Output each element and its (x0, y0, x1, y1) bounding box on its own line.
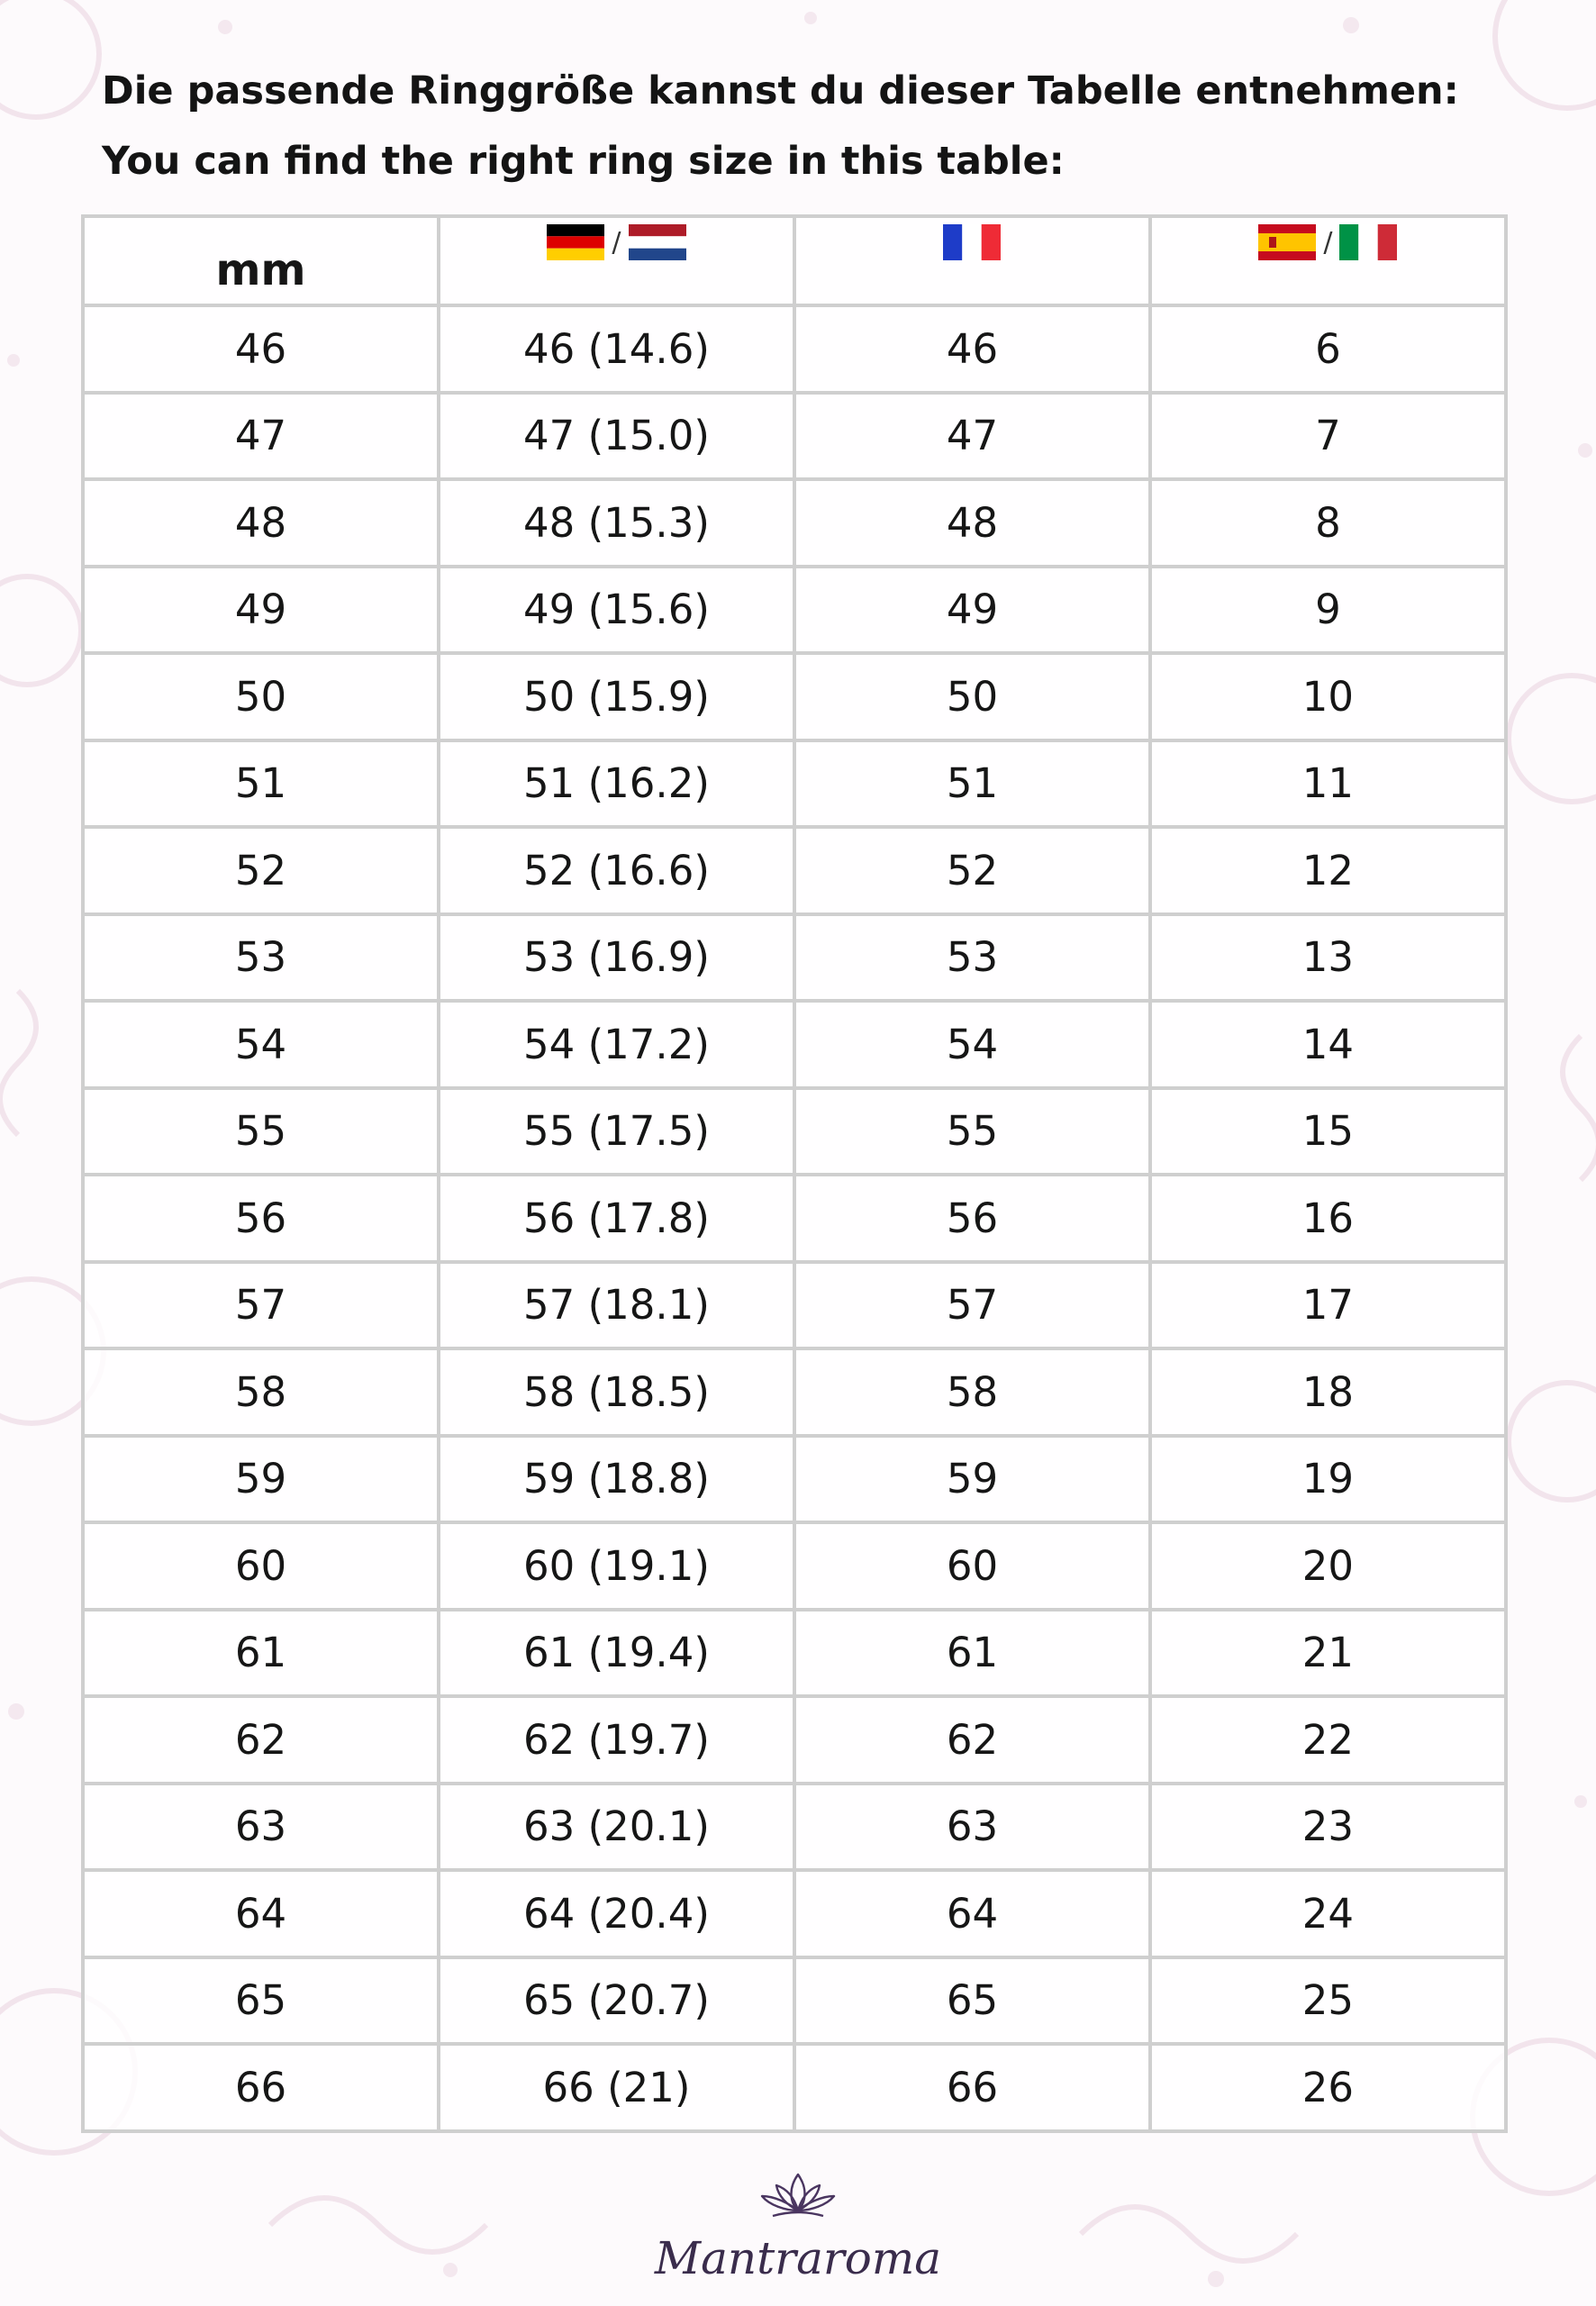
brand-footer (0, 2169, 1596, 2284)
heading (102, 56, 1543, 196)
table-cell: 61 (19.4) (439, 1610, 794, 1697)
table-cell: 25 (1150, 1957, 1506, 2045)
table-cell: 65 (794, 1957, 1150, 2045)
table-cell: 10 (1150, 653, 1506, 740)
table-cell: 64 (20.4) (439, 1870, 794, 1957)
table-cell: 64 (794, 1870, 1150, 1957)
table-cell: 18 (1150, 1348, 1506, 1436)
table-cell: 63 (794, 1784, 1150, 1871)
table-cell: 61 (794, 1610, 1150, 1697)
table-row (83, 567, 1506, 654)
table-row (83, 1957, 1506, 2045)
table-cell: 47 (83, 393, 439, 480)
table-cell: 57 (794, 1262, 1150, 1349)
table-row (83, 1870, 1506, 1957)
heading-english: You can find the right ring size in this table: (102, 139, 1065, 184)
italy-flag-icon (1339, 224, 1397, 260)
table-row (83, 1522, 1506, 1610)
table-cell: 58 (83, 1348, 439, 1436)
table-cell: 7 (1150, 393, 1506, 480)
table-cell: 57 (83, 1262, 439, 1349)
flag-separator: / (1323, 226, 1333, 259)
flag-pair (1258, 224, 1397, 260)
table-cell: 51 (794, 740, 1150, 828)
flag-pair (547, 224, 685, 260)
table-cell: 56 (17.8) (439, 1175, 794, 1262)
table-cell: 14 (1150, 1001, 1506, 1088)
table-row (83, 1610, 1506, 1697)
table-cell: 48 (15.3) (439, 479, 794, 567)
table-cell: 49 (15.6) (439, 567, 794, 654)
table-header-row (83, 216, 1506, 305)
table-cell: 23 (1150, 1784, 1506, 1871)
table-cell: 58 (18.5) (439, 1348, 794, 1436)
table-cell: 64 (83, 1870, 439, 1957)
table-cell: 60 (794, 1522, 1150, 1610)
table-cell: 65 (20.7) (439, 1957, 794, 2045)
table-cell: 54 (794, 1001, 1150, 1088)
table-row (83, 1696, 1506, 1784)
table-cell: 63 (83, 1784, 439, 1871)
table-row (83, 1175, 1506, 1262)
table-cell: 46 (794, 305, 1150, 393)
table-row (83, 1262, 1506, 1349)
header-mm: mm (83, 216, 439, 305)
table-cell: 56 (83, 1175, 439, 1262)
table-cell: 48 (794, 479, 1150, 567)
table-cell: 55 (83, 1088, 439, 1176)
table-cell: 15 (1150, 1088, 1506, 1176)
table-cell: 47 (794, 393, 1150, 480)
table-cell: 58 (794, 1348, 1150, 1436)
table-cell: 19 (1150, 1436, 1506, 1523)
table-row (83, 740, 1506, 828)
table-cell: 59 (794, 1436, 1150, 1523)
table-cell: 63 (20.1) (439, 1784, 794, 1871)
heading-german: Die passende Ringgröße kannst du dieser Tabelle entnehmen: (102, 68, 1459, 113)
france-flag-icon (943, 224, 1001, 260)
table-cell: 49 (83, 567, 439, 654)
table-row (83, 1001, 1506, 1088)
spain-flag-icon (1258, 224, 1316, 260)
table-cell: 50 (15.9) (439, 653, 794, 740)
table-cell: 65 (83, 1957, 439, 2045)
table-cell: 54 (17.2) (439, 1001, 794, 1088)
table-cell: 61 (83, 1610, 439, 1697)
table-cell: 54 (83, 1001, 439, 1088)
table-cell: 51 (83, 740, 439, 828)
table-cell: 17 (1150, 1262, 1506, 1349)
table-cell: 48 (83, 479, 439, 567)
table-cell: 50 (83, 653, 439, 740)
table-cell: 20 (1150, 1522, 1506, 1610)
table-cell: 53 (16.9) (439, 914, 794, 1002)
table-cell: 53 (794, 914, 1150, 1002)
table-cell: 53 (83, 914, 439, 1002)
table-cell: 60 (83, 1522, 439, 1610)
brand-name: Mantraroma (654, 2232, 942, 2284)
table-body (83, 305, 1506, 2131)
table-row (83, 393, 1506, 480)
flag-single (943, 224, 1001, 260)
table-cell: 57 (18.1) (439, 1262, 794, 1349)
table-row (83, 653, 1506, 740)
table-cell: 13 (1150, 914, 1506, 1002)
table-row (83, 305, 1506, 393)
header-spain-italy (1150, 216, 1506, 305)
table-cell: 6 (1150, 305, 1506, 393)
table-cell: 52 (16.6) (439, 827, 794, 914)
table-cell: 62 (83, 1696, 439, 1784)
table-row (83, 479, 1506, 567)
table-cell: 51 (16.2) (439, 740, 794, 828)
header-germany-netherlands (439, 216, 794, 305)
table-row (83, 1088, 1506, 1176)
table-row (83, 914, 1506, 1002)
table-cell: 60 (19.1) (439, 1522, 794, 1610)
table-cell: 55 (794, 1088, 1150, 1176)
table-cell: 66 (83, 2044, 439, 2131)
table-row (83, 1784, 1506, 1871)
table-cell: 22 (1150, 1696, 1506, 1784)
flag-separator: / (612, 226, 621, 259)
table-row (83, 1436, 1506, 1523)
table-cell: 46 (14.6) (439, 305, 794, 393)
table-cell: 11 (1150, 740, 1506, 828)
table-cell: 26 (1150, 2044, 1506, 2131)
germany-flag-icon (547, 224, 604, 260)
table-cell: 52 (83, 827, 439, 914)
table-cell: 66 (794, 2044, 1150, 2131)
table-cell: 12 (1150, 827, 1506, 914)
table-cell: 52 (794, 827, 1150, 914)
table-cell: 56 (794, 1175, 1150, 1262)
table-cell: 62 (19.7) (439, 1696, 794, 1784)
table-cell: 59 (18.8) (439, 1436, 794, 1523)
table-row (83, 827, 1506, 914)
ring-size-table (81, 214, 1508, 2133)
table-cell: 50 (794, 653, 1150, 740)
table-row (83, 1348, 1506, 1436)
netherlands-flag-icon (629, 224, 686, 260)
table-cell: 16 (1150, 1175, 1506, 1262)
table-cell: 66 (21) (439, 2044, 794, 2131)
header-france (794, 216, 1150, 305)
lotus-icon (755, 2169, 841, 2225)
table-cell: 8 (1150, 479, 1506, 567)
table-row (83, 2044, 1506, 2131)
table-cell: 21 (1150, 1610, 1506, 1697)
table-cell: 46 (83, 305, 439, 393)
table-cell: 55 (17.5) (439, 1088, 794, 1176)
table-cell: 59 (83, 1436, 439, 1523)
table-cell: 49 (794, 567, 1150, 654)
table-cell: 9 (1150, 567, 1506, 654)
table-cell: 24 (1150, 1870, 1506, 1957)
table-cell: 62 (794, 1696, 1150, 1784)
table-cell: 47 (15.0) (439, 393, 794, 480)
